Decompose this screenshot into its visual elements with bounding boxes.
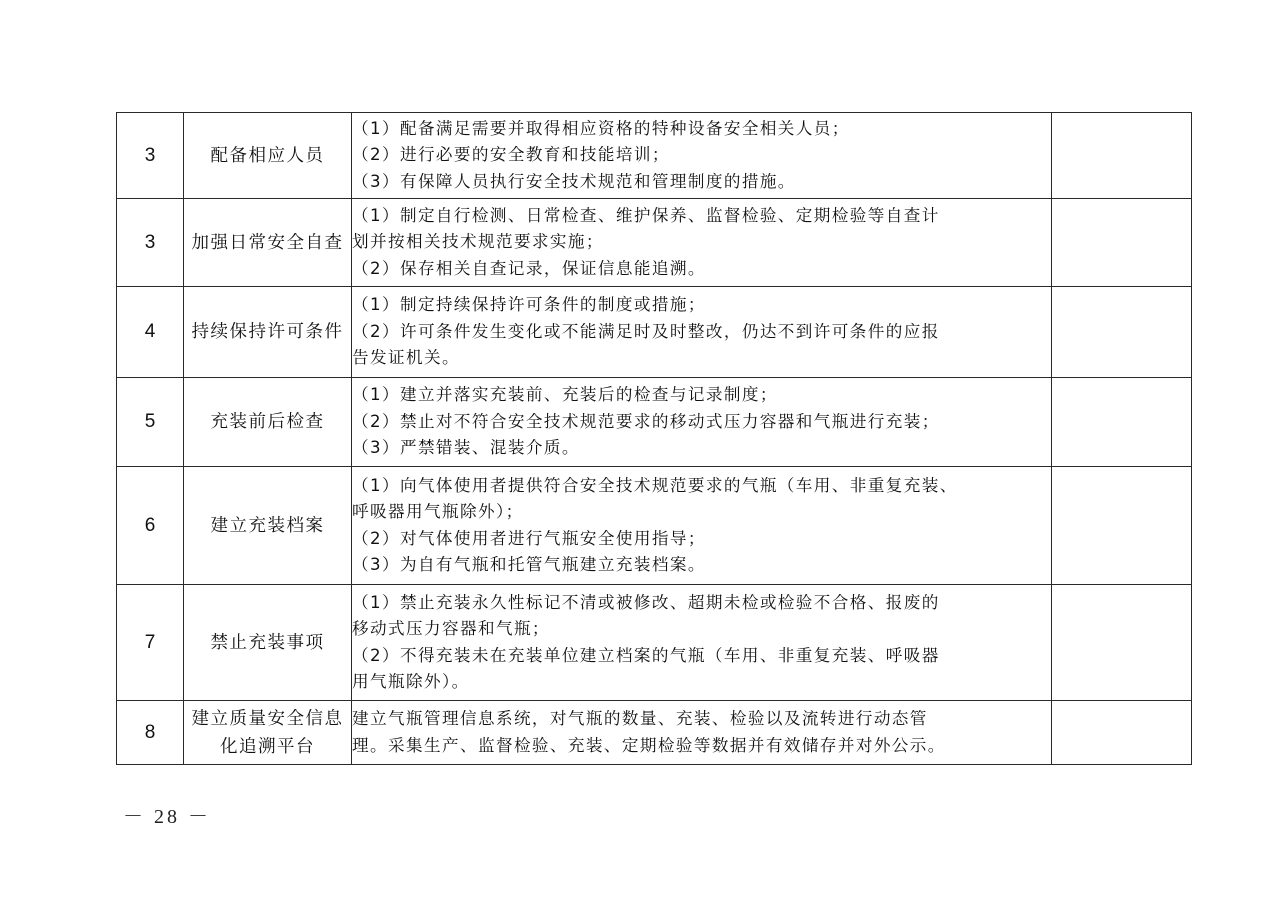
row-item-name: 建立质量安全信息化追溯平台 <box>184 701 352 765</box>
row-number: 4 <box>117 287 184 378</box>
requirement-line: （1）制定自行检测、日常检查、维护保养、监督检验、定期检验等自查计 <box>352 205 940 225</box>
requirement-line: 告发证机关。 <box>352 348 460 368</box>
row-requirements <box>352 585 1052 701</box>
row-item-name: 加强日常安全自查 <box>184 199 352 287</box>
table-row <box>117 467 1192 585</box>
requirement-line: 呼吸器用气瓶除外）； <box>352 502 524 521</box>
row-number: 3 <box>117 113 184 199</box>
row-requirements <box>352 467 1052 585</box>
requirement-line: 用气瓶除外）。 <box>352 672 470 691</box>
row-number: 6 <box>117 467 184 585</box>
requirement-line: （2）禁止对不符合安全技术规范要求的移动式压力容器和气瓶进行充装； <box>352 411 940 431</box>
table-row <box>117 378 1192 467</box>
requirement-line: （3）有保障人员执行安全技术规范和管理制度的措施。 <box>352 171 796 191</box>
row-note <box>1052 113 1192 199</box>
row-number: 5 <box>117 378 184 467</box>
requirement-line: （2）许可条件发生变化或不能满足时及时整改，仍达不到许可条件的应报 <box>352 321 940 341</box>
requirement-line: （1）配备满足需要并取得相应资格的特种设备安全相关人员； <box>352 118 850 138</box>
row-item-name: 充装前后检查 <box>184 378 352 467</box>
table-row <box>117 113 1192 199</box>
row-note <box>1052 287 1192 378</box>
table-row <box>117 199 1192 287</box>
requirements-table-body <box>117 113 1192 765</box>
requirement-line: （3）严禁错装、混装介质。 <box>352 438 580 458</box>
requirement-line: （1）制定持续保持许可条件的制度或措施； <box>352 295 706 315</box>
row-note <box>1052 378 1192 467</box>
requirement-line: 移动式压力容器和气瓶； <box>352 619 550 638</box>
row-item-name: 禁止充装事项 <box>184 585 352 701</box>
requirements-table <box>116 112 1192 765</box>
row-number: 7 <box>117 585 184 701</box>
row-requirements <box>352 199 1052 287</box>
requirement-line: （1）向气体使用者提供符合安全技术规范要求的气瓶（车用、非重复充装、 <box>352 475 958 495</box>
row-note <box>1052 701 1192 765</box>
requirement-line: 建立气瓶管理信息系统，对气瓶的数量、充装、检验以及流转进行动态管 <box>352 709 928 728</box>
row-requirements <box>352 287 1052 378</box>
requirement-line: （2）保存相关自查记录，保证信息能追溯。 <box>352 258 706 278</box>
requirement-line: （1）禁止充装永久性标记不清或被修改、超期未检或检验不合格、报废的 <box>352 592 940 612</box>
row-item-name: 建立充装档案 <box>184 467 352 585</box>
requirement-line: 理。采集生产、监督检验、充装、定期检验等数据并有效储存并对外公示。 <box>352 735 946 755</box>
row-note <box>1052 585 1192 701</box>
table-row <box>117 585 1192 701</box>
requirement-line: 划并按相关技术规范要求实施； <box>352 232 604 252</box>
row-note <box>1052 199 1192 287</box>
table-row <box>117 287 1192 378</box>
row-item-name: 持续保持许可条件 <box>184 287 352 378</box>
row-number: 3 <box>117 199 184 287</box>
requirement-line: （2）对气体使用者进行气瓶安全使用指导； <box>352 528 706 548</box>
page-number: － 28 － <box>123 806 211 828</box>
row-note <box>1052 467 1192 585</box>
requirement-line: （1）建立并落实充装前、充装后的检查与记录制度； <box>352 385 778 405</box>
row-number: 8 <box>117 701 184 765</box>
requirement-line: （2）进行必要的安全教育和技能培训； <box>352 145 670 165</box>
row-item-name: 配备相应人员 <box>184 113 352 199</box>
row-requirements <box>352 378 1052 467</box>
requirement-line: （2）不得充装未在充装单位建立档案的气瓶（车用、非重复充装、呼吸器 <box>352 645 940 665</box>
requirement-line: （3）为自有气瓶和托管气瓶建立充装档案。 <box>352 555 706 574</box>
row-requirements <box>352 113 1052 199</box>
table-row <box>117 701 1192 765</box>
row-requirements <box>352 701 1052 765</box>
